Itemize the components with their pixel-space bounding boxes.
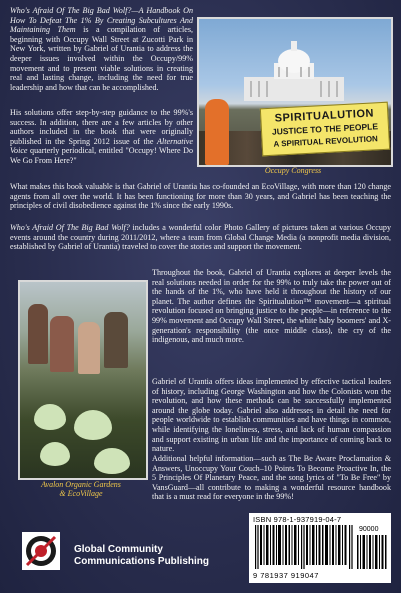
solutions-paragraph: [10, 108, 193, 166]
tactical-leaders-paragraph: Gabriel of Urantia offers ideas implemented by effective tactical leaders of history, including George Washington and how the Colonists won the revolution, and how these methods can be successfully implemented around the globe today. Gabriel also addresses in detail the need for people worldwide to establish communities and have things in common, while identifying the loneliness, stress, and lack of human compassion and support existing in urban life and the importance of coming back to nature.: [152, 377, 391, 454]
banner-line-1: SPIRITUALUTION: [274, 107, 375, 125]
value-paragraph: What makes this book valuable is that Gabriel of Urantia has co-founded an EcoVillage, with more than 120 change agents from all over the world. It has been functioning for more than 30 years, and Gabriel has been teaching the principles of civil disobedience against the 1% since the early 1990s.: [10, 182, 391, 211]
deeper-levels-body: Throughout the book, Gabriel of Urantia explores at deeper levels the real solutions needed in order for the 99% to truly take the power out of the hands of the 1%, who have held it throughout the history of our planet. The author defines the Spiritualution™ movement—a spiritual revolution focused on bringing justice to the people—in reference to the 99% movement and Occupy Wall Street, the white baby boomers' and X-generation's responsibility (the once middle class), the cry of the indigenous, and much more.: [152, 268, 391, 345]
intro-paragraph: [10, 6, 193, 92]
occupy-congress-photo: [197, 17, 393, 167]
ean-number: 9 781937 919047: [253, 571, 319, 580]
solutions-text-a: His solutions offer step-by-step guidance to the 99%'s success. In addition, there are a few articles by other authors included in the book that were originally published in the Spring 2012 issue of the: [10, 108, 193, 146]
capitol-building-icon: [244, 39, 344, 101]
price-barcode-icon: [357, 535, 387, 569]
barcode-bars-icon: [255, 525, 353, 569]
isbn-barcode: [249, 513, 391, 583]
spiritualution-banner: [260, 102, 390, 157]
price-code: 90000: [359, 526, 379, 533]
photo-float-spacer: [10, 268, 152, 496]
gallery-body: includes a wonderful color Photo Gallery of pictures taken at various Occupy events around the country during 2011/2012, where a team from Global Change Media (a nonprofit media division, established by Gabriel of Urantia) traveled to cover the stories and support the movement.: [10, 223, 391, 252]
book-title-emphasis: Who's Afraid Of The Big Bad Wolf?—A Handbook On How To Defeat The 1% By Creating Subcultures And Maintaining Them: [10, 6, 193, 35]
book-title-short: Who's Afraid Of The Big Bad Wolf?: [10, 223, 130, 232]
publisher-logo-icon: [22, 532, 60, 570]
publisher-name: [74, 544, 209, 568]
banner-line-2: JUSTICE TO THE PEOPLE: [271, 121, 379, 137]
garden-caption-line-1: Avalon Organic Gardens: [41, 480, 121, 489]
garden-caption-line-2: & EcoVillage: [59, 489, 103, 498]
photo-gallery-paragraph: [10, 223, 391, 252]
congress-caption: Occupy Congress: [264, 166, 322, 175]
publisher-line-2: Communications Publishing: [74, 556, 210, 567]
publisher-line-1: Global Community: [74, 544, 163, 555]
banner-line-3: A SPIRITUAL REVOLUTION: [273, 134, 379, 149]
solutions-text-b: quarterly periodical, entitled "Occupy! Where Do We Go From Here?": [10, 146, 193, 165]
periodical-title: Alternative Voice: [10, 136, 193, 156]
intro-body: is a compilation of articles, beginning with Occupy Wall Street at Zucotti Park in New York, written by Gabriel of Urantia to address the deeper issues involved within the Occupy/99% movement and to present viable solutions in creating real and lasting change, including the need for true leadership and how that can be accomplished.: [10, 25, 194, 92]
isbn-label: ISBN 978-1-937919-04-7: [253, 515, 342, 524]
additional-info-paragraph: Additional helpful information—such as The Be Aware Proclamation & Answers, Unoccupy Your Couch–10 Points To Become Proactive In, the 5 Principles Of Planetary Peace, and the song lyrics of "To Be Free" by VansGuard—all contribute to making a wonderful resource handbook that is a must read for everyone in the 99%!: [152, 454, 391, 502]
protester-figure: [205, 99, 229, 165]
